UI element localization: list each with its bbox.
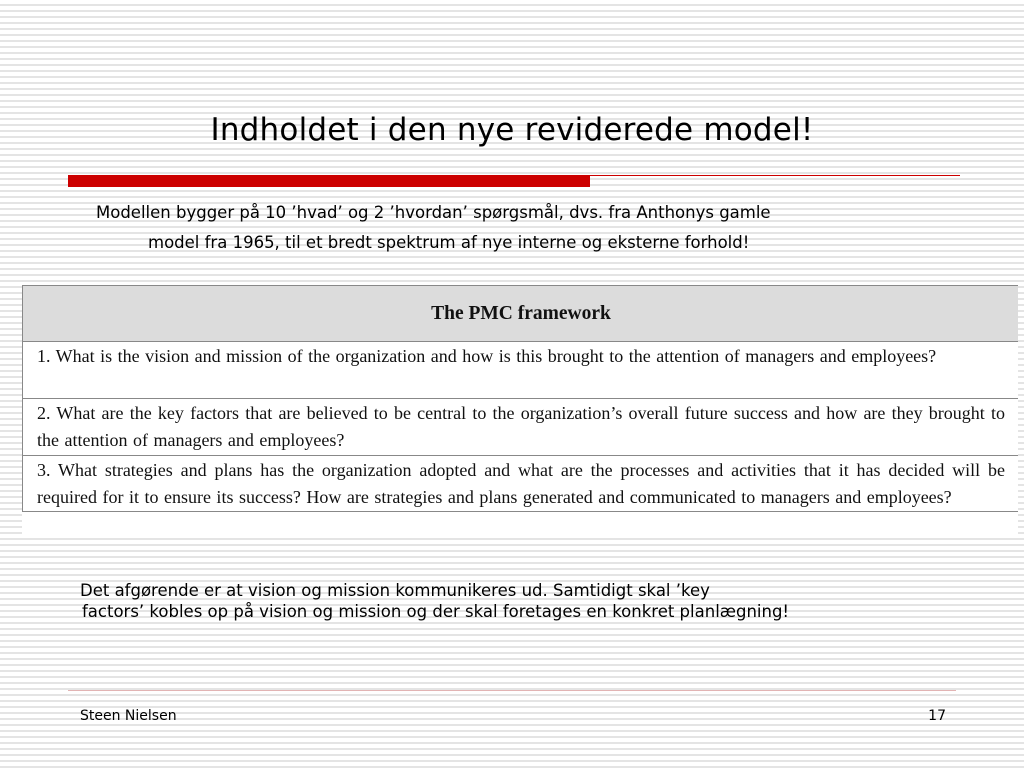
conclusion-rest: factors’ kobles op på vision og mission og der skal foretages en konkret planlægning! — [82, 602, 790, 621]
footer-page-number: 17 — [928, 708, 946, 724]
table-row — [23, 399, 1019, 456]
intro-line-2: model fra 1965, til et bredt spektrum af nye interne og eksterne forhold! — [148, 233, 750, 252]
table-cell-question-2: 2. What are the key factors that are believed to be central to the organization’s overall future success and how are they brought to the attention of managers and employees? — [23, 399, 1019, 456]
table-cell-question-1: 1. What is the vision and mission of the organization and how is this brought to the attention of managers and employees? — [23, 342, 1019, 399]
slide-title: Indholdet i den nye reviderede model! — [210, 112, 814, 148]
conclusion-text — [80, 580, 870, 622]
intro-text — [96, 198, 916, 258]
table-cell-question-3: 3. What strategies and plans has the organization adopted and what are the processes and activities that it has decided will be required for it to ensure its success? How are strategies and plans generated and communicated to managers and employees? — [23, 456, 1019, 512]
table-row — [23, 342, 1019, 399]
table-header: The PMC framework — [23, 286, 1019, 342]
footer-divider — [68, 690, 956, 691]
title-underline-accent — [68, 175, 590, 187]
pmc-framework-table — [22, 285, 1018, 512]
title-underline-thin — [590, 175, 960, 176]
intro-line-1: Modellen bygger på 10 ’hvad’ og 2 ’hvordan’ spørgsmål, dvs. fra Anthonys gamle — [96, 203, 771, 222]
table-row — [23, 456, 1019, 512]
footer-author: Steen Nielsen — [80, 708, 177, 724]
pmc-framework-table-image — [22, 285, 1018, 537]
conclusion-line-1: Det afgørende er at vision og mission kommunikeres ud. Samtidigt skal ’key — [80, 581, 710, 600]
table-header-row — [23, 286, 1019, 342]
